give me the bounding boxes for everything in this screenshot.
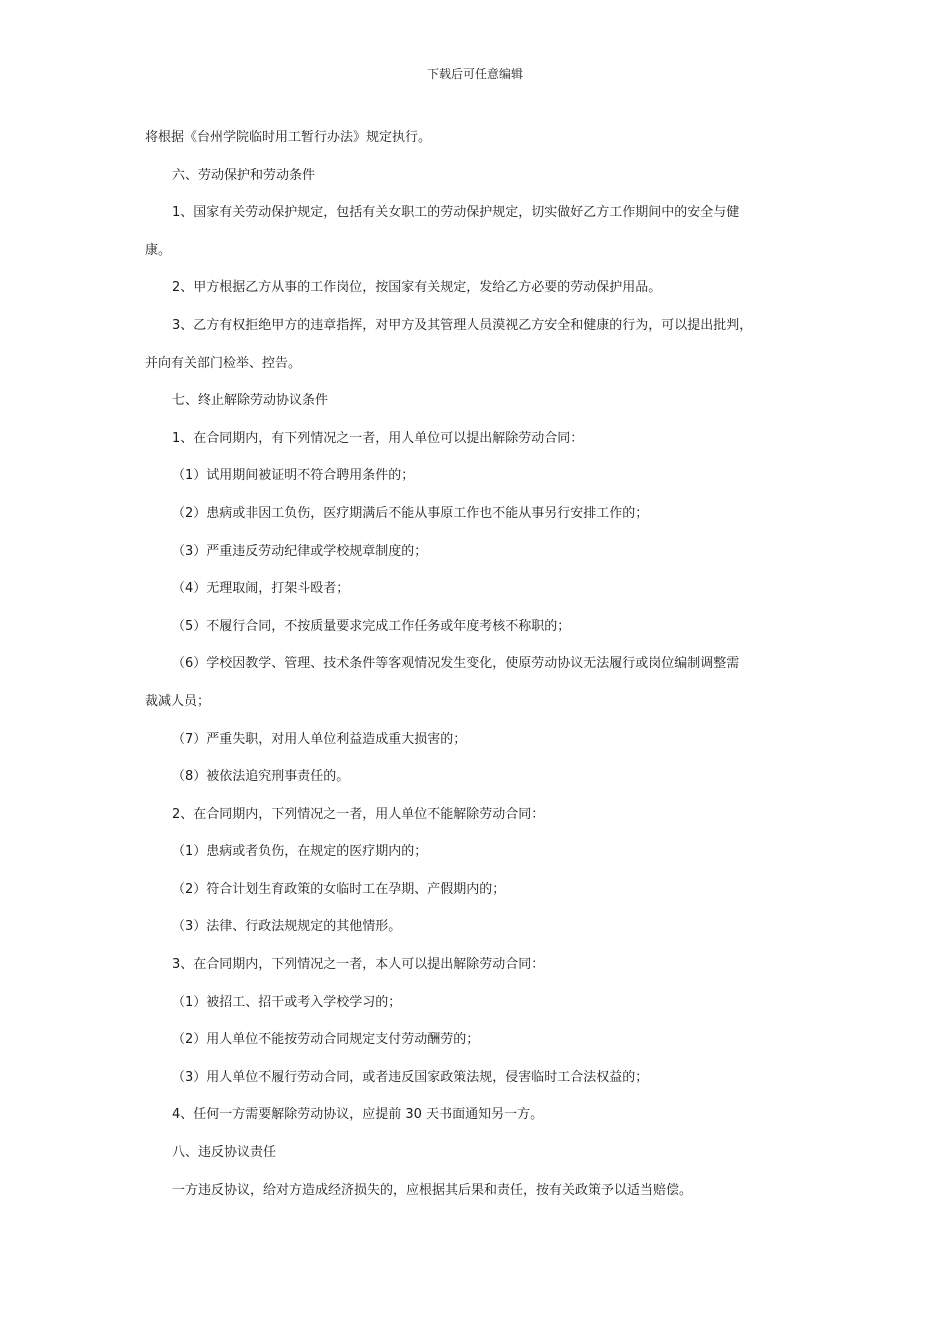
- text-line: （6）学校因教学、管理、技术条件等客观情况发生变化，使原劳动协议无法履行或岗位编制调整需: [172, 656, 740, 672]
- text-line: （1）患病或者负伤，在规定的医疗期内的；: [172, 844, 428, 860]
- text-line: （1）被招工、招干或考入学校学习的；: [172, 994, 402, 1010]
- text-line: 1、在合同期内，有下列情况之一者，用人单位可以提出解除劳动合同：: [172, 430, 584, 446]
- text-line: 将根据《台州学院临时用工暂行办法》规定执行。: [145, 130, 432, 145]
- text-line: 康。: [145, 242, 172, 258]
- text-line: （3）用人单位不履行劳动合同，或者违反国家政策法规，侵害临时工合法权益的；: [172, 1069, 649, 1085]
- text-line: 一方违反协议，给对方造成经济损失的，应根据其后果和责任，按有关政策予以适当赔偿。: [172, 1182, 693, 1198]
- text-line: 2、在合同期内，下列情况之一者，用人单位不能解除劳动合同：: [172, 806, 545, 822]
- text-line: （3）法律、行政法规规定的其他情形。: [172, 919, 402, 935]
- text-line: （1）试用期间被证明不符合聘用条件的；: [172, 468, 415, 484]
- text-line: （3）严重违反劳动纪律或学校规章制度的；: [172, 543, 428, 559]
- text-line: （8）被依法追究刑事责任的。: [172, 769, 350, 785]
- document-body: [145, 127, 805, 1217]
- text-line: （4）无理取闹，打架斗殴者；: [172, 581, 350, 597]
- text-line: （5）不履行合同，不按质量要求完成工作任务或年度考核不称职的；: [172, 618, 571, 634]
- text-line: 2、甲方根据乙方从事的工作岗位，按国家有关规定，发给乙方必要的劳动保护用品。: [172, 280, 662, 296]
- text-line: （7）严重失职，对用人单位利益造成重大损害的；: [172, 731, 467, 747]
- text-line: 1、国家有关劳动保护规定，包括有关女职工的劳动保护规定，切实做好乙方工作期间中的安全与健: [172, 205, 740, 221]
- text-line: 六、劳动保护和劳动条件: [172, 167, 316, 183]
- text-line: 裁减人员；: [145, 693, 211, 709]
- text-line: 4、任何一方需要解除劳动协议，应提前 30 天书面通知另一方。: [172, 1107, 544, 1123]
- text-line: （2）患病或非因工负伤，医疗期满后不能从事原工作也不能从事另行安排工作的；: [172, 505, 649, 521]
- page-header: 下载后可任意编辑: [426, 67, 523, 81]
- text-line: 并向有关部门检举、控告。: [145, 355, 302, 371]
- text-line: （2）符合计划生育政策的女临时工在孕期、产假期内的；: [172, 881, 506, 897]
- text-line: （2）用人单位不能按劳动合同规定支付劳动酬劳的；: [172, 1032, 480, 1048]
- text-line: 3、在合同期内，下列情况之一者，本人可以提出解除劳动合同：: [172, 957, 545, 973]
- text-line: 七、终止解除劳动协议条件: [172, 393, 329, 409]
- text-line: 3、乙方有权拒绝甲方的违章指挥，对甲方及其管理人员漠视乙方安全和健康的行为，可以提出批判，: [172, 317, 753, 333]
- text-line: 八、违反协议责任: [172, 1145, 277, 1161]
